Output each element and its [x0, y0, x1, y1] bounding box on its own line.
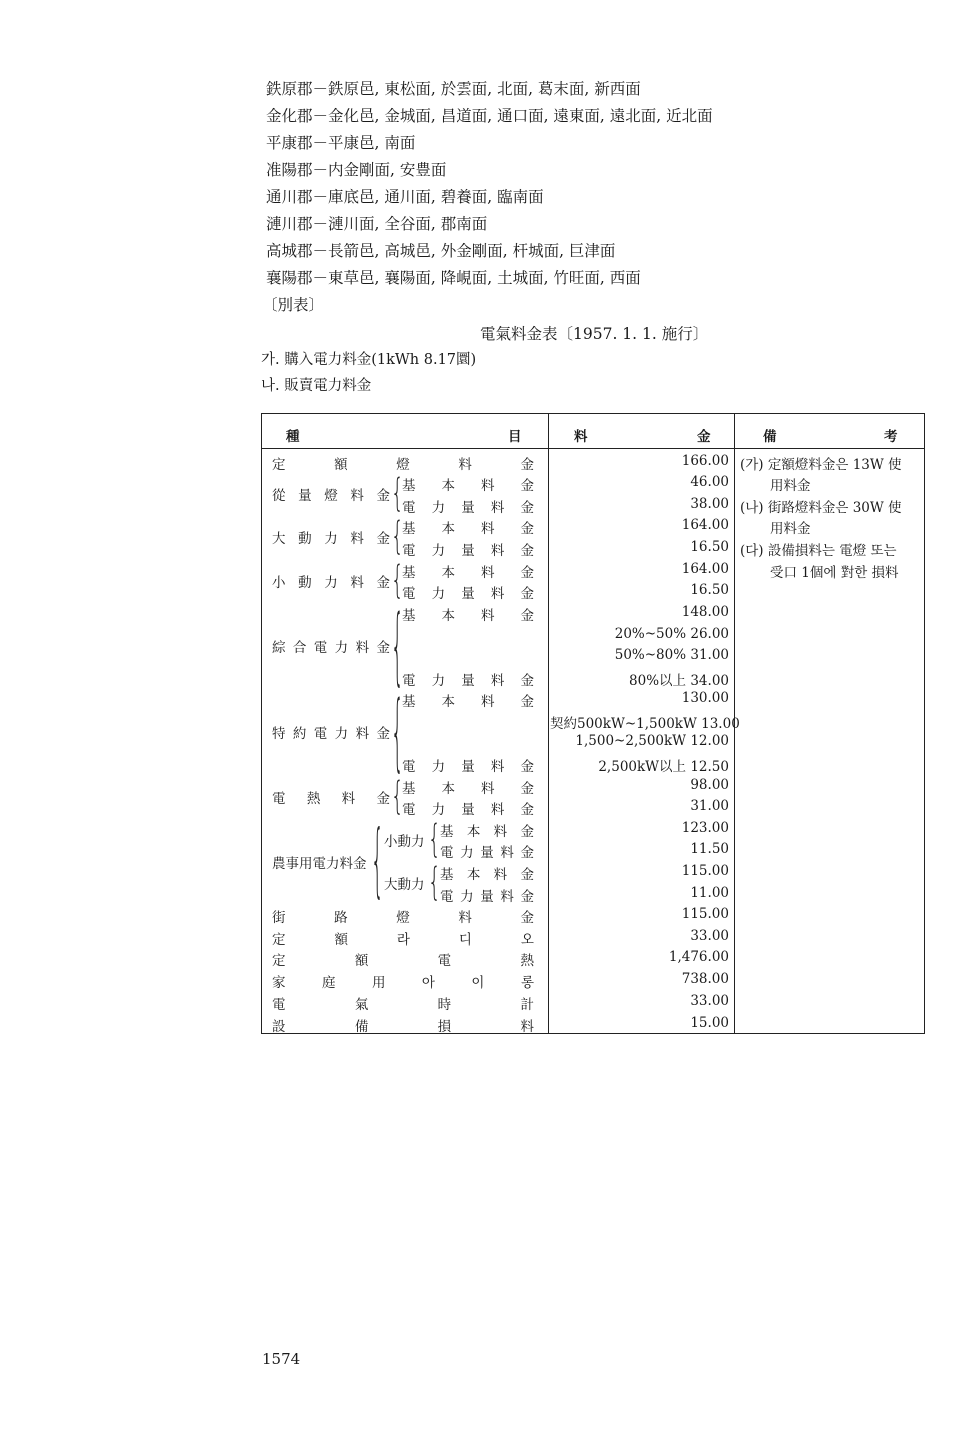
label-char: 電 [272, 791, 286, 807]
label-char: 力 [431, 673, 446, 689]
fee-value: 148.00 [681, 604, 729, 620]
label-char: 라 [396, 932, 410, 948]
note-line: 用料金 [770, 478, 811, 494]
label-char: 備 [354, 1019, 369, 1035]
label-char: 力 [324, 575, 338, 591]
label-char: 時 [437, 997, 452, 1013]
fee-item-label [272, 928, 534, 948]
label-char: 金 [520, 500, 534, 516]
label-char: 電 [402, 543, 416, 559]
fee-value: 98.00 [690, 777, 729, 793]
district-line: 高城郡－長箭邑, 高城邑, 外金剛面, 杆城面, 巨津面 [266, 242, 616, 260]
label-char: 本 [466, 824, 481, 840]
header-type: 種 [286, 429, 300, 445]
fee-value: 164.00 [681, 517, 729, 533]
label-char: 力 [460, 845, 474, 861]
label-char: 料 [355, 726, 370, 742]
label-char: 金 [520, 845, 534, 861]
farm-sub-label: 大動力 [384, 877, 425, 893]
label-char: 燈 [324, 488, 338, 504]
sub-label-basic [402, 604, 534, 624]
fee-value: 80%以上 34.00 [629, 673, 729, 689]
label-char: 料 [490, 500, 505, 516]
label-char: 量 [298, 488, 312, 504]
label-char: 料 [490, 586, 505, 602]
fee-item-label [272, 971, 534, 991]
label-char: 量 [480, 889, 494, 905]
label-char: 料 [458, 910, 472, 926]
table-title: 電氣料金表〔1957. 1. 1. 施行〕 [480, 325, 709, 343]
label-char: 金 [376, 791, 390, 807]
label-char: 아 [421, 975, 435, 991]
label-char: 設 [272, 1019, 286, 1035]
sub-label-energy [440, 841, 534, 861]
label-char: 디 [458, 932, 472, 948]
label-char: 料 [350, 575, 364, 591]
label-char: 電 [313, 640, 328, 656]
label-char: 基 [402, 565, 416, 581]
fee-value: 115.00 [681, 863, 729, 879]
label-char: 金 [520, 910, 534, 926]
fee-group-label [272, 636, 390, 656]
label-char: 大 [272, 531, 286, 547]
fee-group-label [272, 571, 390, 591]
fee-value: 738.00 [681, 971, 729, 987]
label-char: 金 [520, 543, 534, 559]
label-char: 額 [334, 932, 348, 948]
label-char: 電 [402, 759, 416, 775]
label-char: 電 [402, 673, 416, 689]
brace: { [391, 512, 404, 558]
fee-value: 契約500kW~1,500kW 13.00 [550, 716, 740, 732]
sub-label-basic [440, 863, 534, 883]
label-char: 量 [461, 673, 475, 689]
note-line: 用料金 [770, 521, 811, 537]
label-char: 料 [520, 1019, 534, 1035]
label-char: 從 [272, 488, 286, 504]
label-char: 오 [520, 932, 534, 948]
label-char: 金 [520, 478, 534, 494]
label-char: 量 [461, 543, 475, 559]
label-char: 金 [520, 608, 534, 624]
label-char: 本 [441, 521, 455, 537]
sub-label-energy [402, 539, 534, 559]
brace: { [391, 469, 404, 515]
district-line: 准陽郡－内金剛面, 安豊面 [266, 161, 447, 179]
label-char: 料 [490, 759, 505, 775]
label-char: 用 [371, 975, 386, 991]
label-char: 料 [490, 673, 505, 689]
sub-label-basic [402, 561, 534, 581]
label-char: 料 [350, 488, 364, 504]
label-char: 料 [481, 565, 495, 581]
label-char: 動 [298, 575, 312, 591]
label-char: 基 [402, 781, 416, 797]
label-char: 力 [460, 889, 474, 905]
label-char: 力 [334, 640, 349, 656]
sub-label-energy [402, 798, 534, 818]
label-char: 氣 [354, 997, 369, 1013]
label-char: 本 [441, 781, 455, 797]
header-fee: 金 [697, 429, 711, 445]
fee-value: 33.00 [690, 928, 729, 944]
sub-label-energy [402, 496, 534, 516]
label-char: 本 [466, 867, 481, 883]
brace: { [391, 680, 404, 782]
label-char: 合 [292, 640, 307, 656]
district-line: 鉄原郡－鉄原邑, 東松面, 於雲面, 北面, 葛末面, 新西面 [266, 80, 641, 98]
fee-value: 33.00 [690, 993, 729, 1009]
fee-group-label [272, 787, 390, 807]
label-char: 基 [402, 521, 416, 537]
label-char: 金 [520, 867, 534, 883]
fee-value: 11.00 [690, 885, 729, 901]
label-char: 金 [520, 824, 534, 840]
fee-group-label [272, 484, 390, 504]
label-char: 料 [490, 802, 505, 818]
label-char: 롱 [520, 975, 534, 991]
district-line: 通川郡－庫底邑, 通川面, 碧養面, 臨南面 [266, 188, 544, 206]
label-char: 燈 [396, 910, 410, 926]
note-line: 受口 1個에 對한 損料 [770, 565, 899, 581]
label-char: 定 [272, 953, 286, 969]
label-char: 金 [376, 575, 390, 591]
fee-item-label [272, 993, 534, 1013]
label-char: 力 [324, 531, 338, 547]
district-line: 金化郡－金化邑, 金城面, 昌道面, 通口面, 遠東面, 遠北面, 近北面 [266, 107, 713, 125]
label-char: 金 [520, 673, 534, 689]
fee-group-label: 農事用電力料金 [272, 856, 367, 872]
label-char: 基 [440, 867, 454, 883]
farm-sub-label: 小動力 [384, 834, 425, 850]
fee-value: 1,476.00 [668, 949, 729, 965]
fee-group-label [272, 527, 390, 547]
label-char: 料 [341, 791, 356, 807]
page-number: 1574 [262, 1350, 301, 1368]
label-char: 熱 [306, 791, 321, 807]
label-char: 街 [272, 910, 286, 926]
brace: { [391, 594, 404, 696]
label-char: 電 [402, 500, 416, 516]
label-char: 電 [402, 802, 416, 818]
label-char: 料 [493, 824, 508, 840]
fee-value: 31.00 [690, 798, 729, 814]
item-na: 나. 販賣電力料金 [261, 378, 372, 394]
label-char: 電 [272, 997, 286, 1013]
label-char: 電 [437, 953, 452, 969]
fee-value: 50%~80% 31.00 [614, 647, 729, 663]
label-char: 料 [481, 478, 495, 494]
district-line: 襄陽郡－東草邑, 襄陽面, 降峴面, 土城面, 竹旺面, 西面 [266, 269, 641, 287]
header-item: 目 [508, 429, 522, 445]
fee-item-label [272, 906, 534, 926]
label-char: 金 [520, 802, 534, 818]
label-char: 電 [402, 586, 416, 602]
label-char: 金 [520, 889, 534, 905]
label-char: 熱 [520, 953, 534, 969]
sub-label-basic [402, 690, 534, 710]
label-char: 基 [402, 478, 416, 494]
label-char: 路 [334, 910, 348, 926]
label-char: 電 [440, 845, 454, 861]
label-char: 金 [520, 759, 534, 775]
label-char: 小 [272, 575, 286, 591]
label-char: 金 [520, 694, 534, 710]
label-char: 力 [431, 759, 446, 775]
fee-value: 130.00 [681, 690, 729, 706]
label-char: 料 [355, 640, 370, 656]
note-line: (나) 街路燈料金은 30W 使 [740, 500, 902, 516]
sub-label-energy [402, 669, 534, 689]
label-char: 量 [461, 802, 475, 818]
sub-label-energy [402, 582, 534, 602]
sub-label-basic [402, 474, 534, 494]
fee-value: 166.00 [681, 453, 729, 469]
item-ga: 가. 購入電力料金(1kWh 8.17圜) [261, 352, 477, 368]
label-char: 基 [402, 608, 416, 624]
fee-value: 46.00 [690, 474, 729, 490]
label-char: 基 [402, 694, 416, 710]
label-char: 料 [493, 867, 508, 883]
fee-item-label [272, 949, 534, 969]
label-char: 損 [437, 1019, 452, 1035]
label-char: 量 [461, 586, 475, 602]
label-char: 力 [431, 543, 446, 559]
label-char: 動 [298, 531, 312, 547]
label-char: 力 [431, 586, 446, 602]
label-char: 金 [520, 565, 534, 581]
fee-value: 16.50 [690, 539, 729, 555]
label-char: 料 [481, 521, 495, 537]
sub-label-basic [402, 777, 534, 797]
fee-group-label [272, 722, 390, 742]
label-char: 綜 [272, 640, 286, 656]
label-char: 金 [376, 640, 390, 656]
brace: { [428, 815, 441, 861]
annex-label: 〔別表〕 [262, 296, 325, 314]
label-char: 本 [441, 565, 455, 581]
label-char: 金 [520, 586, 534, 602]
label-char: 庭 [321, 975, 336, 991]
label-char: 料 [500, 845, 514, 861]
fee-value: 123.00 [681, 820, 729, 836]
label-char: 家 [272, 975, 286, 991]
label-char: 力 [431, 802, 446, 818]
label-char: 金 [376, 531, 390, 547]
label-char: 定 [272, 932, 286, 948]
brace: { [428, 858, 441, 904]
column-divider [548, 413, 549, 1034]
label-char: 定 [272, 457, 286, 473]
label-char: 料 [481, 781, 495, 797]
fee-value: 1,500~2,500kW 12.00 [575, 733, 729, 749]
fee-item-label [272, 1015, 534, 1035]
header-divider [261, 448, 925, 449]
label-char: 金 [520, 781, 534, 797]
fee-value: 15.00 [690, 1015, 729, 1031]
header-note: 備 [763, 429, 777, 445]
fee-value: 38.00 [690, 496, 729, 512]
brace: { [391, 556, 404, 602]
fee-value: 164.00 [681, 561, 729, 577]
label-char: 料 [481, 694, 495, 710]
label-char: 約 [292, 726, 307, 742]
label-char: 基 [440, 824, 454, 840]
label-char: 力 [334, 726, 349, 742]
label-char: 金 [376, 488, 390, 504]
label-char: 이 [471, 975, 485, 991]
district-line: 漣川郡－漣川面, 全谷面, 郡南面 [266, 215, 488, 233]
label-char: 料 [500, 889, 514, 905]
label-char: 額 [334, 457, 348, 473]
fee-value: 115.00 [681, 906, 729, 922]
label-char: 料 [481, 608, 495, 624]
label-char: 本 [441, 608, 455, 624]
fee-value: 11.50 [690, 841, 729, 857]
label-char: 燈 [396, 457, 410, 473]
label-char: 料 [490, 543, 505, 559]
header-fee: 料 [574, 429, 588, 445]
fee-value: 16.50 [690, 582, 729, 598]
label-char: 金 [376, 726, 390, 742]
label-char: 量 [480, 845, 494, 861]
label-char: 金 [520, 457, 534, 473]
fee-value: 2,500kW以上 12.50 [598, 759, 729, 775]
label-char: 料 [350, 531, 364, 547]
brace: { [371, 811, 384, 907]
label-char: 本 [441, 478, 455, 494]
sub-label-basic [402, 517, 534, 537]
sub-label-energy [440, 885, 534, 905]
label-char: 力 [431, 500, 446, 516]
note-line: (다) 設備損料는 電燈 또는 [740, 543, 897, 559]
label-char: 本 [441, 694, 455, 710]
label-char: 金 [520, 521, 534, 537]
label-char: 額 [354, 953, 369, 969]
label-char: 計 [520, 997, 534, 1013]
label-char: 電 [440, 889, 454, 905]
label-char: 量 [461, 500, 475, 516]
district-line: 平康郡－平康邑, 南面 [266, 134, 416, 152]
sub-label-basic [440, 820, 534, 840]
sub-label-energy [402, 755, 534, 775]
label-char: 量 [461, 759, 475, 775]
label-char: 特 [272, 726, 286, 742]
note-line: (가) 定額燈料金은 13W 使 [740, 457, 902, 473]
brace: { [391, 772, 404, 818]
label-char: 料 [458, 457, 472, 473]
header-note: 考 [884, 429, 898, 445]
fee-value: 20%~50% 26.00 [614, 626, 729, 642]
label-char: 電 [313, 726, 328, 742]
